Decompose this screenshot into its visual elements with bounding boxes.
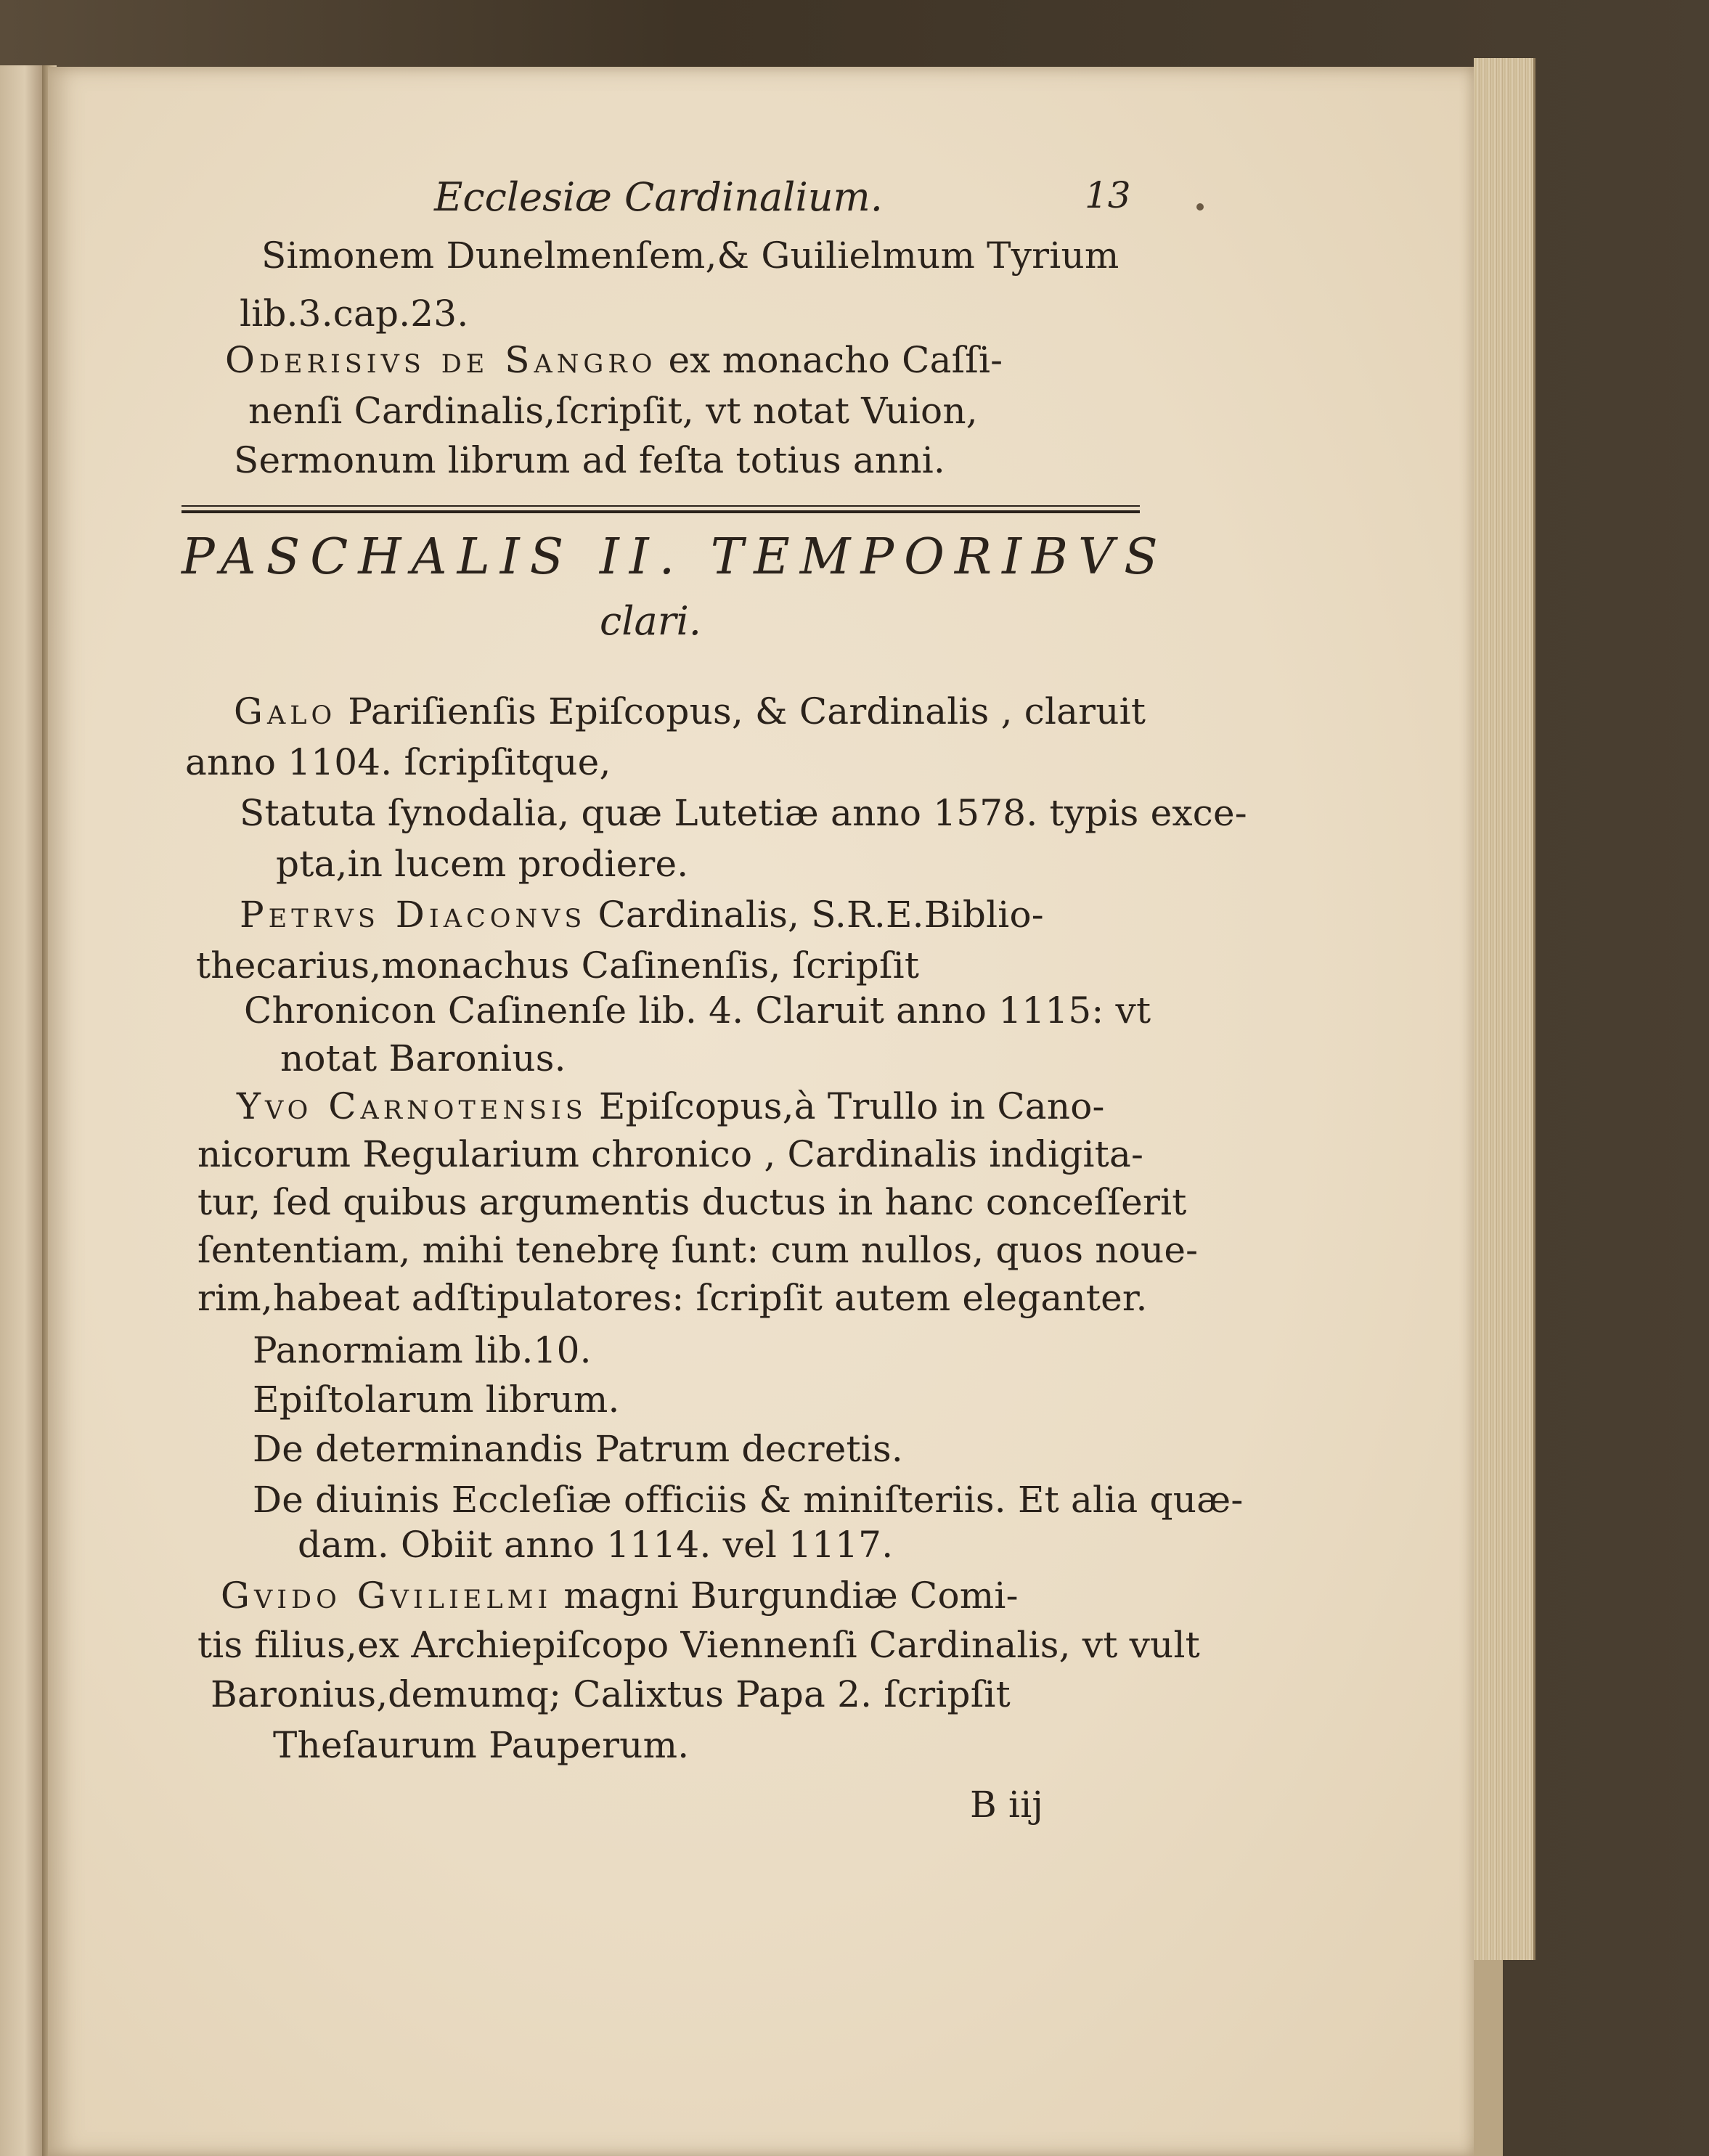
page-fore-edge <box>1474 58 1535 1960</box>
work-title: pta,in lucem prodiere. <box>276 843 689 885</box>
section-title: PASCHALIS II. TEMPORIBVS <box>181 528 1168 586</box>
work-title: De diuinis Eccleſiæ officiis & miniſteriis. Et alia quæ- <box>253 1479 1244 1521</box>
section-rule-thin <box>181 505 1140 507</box>
work-title: Epiſtolarum librum. <box>253 1379 620 1421</box>
text-line: nicorum Regularium chronico , Cardinalis indigita- <box>197 1133 1144 1175</box>
author-name: Yvo Carnotensis <box>237 1085 587 1127</box>
page-number: 13 <box>1085 174 1131 216</box>
work-title: Theſaurum Pauperum. <box>273 1724 690 1766</box>
section-subtitle: clari. <box>600 598 701 644</box>
text-line: nenſi Cardinalis,ſcripſit, vt notat Vuion, <box>248 390 978 432</box>
text-line: tis filius,ex Archiepiſcopo Viennenſi Cardinalis, vt vult <box>197 1624 1200 1666</box>
running-head: Ecclesiæ Cardinalium. <box>434 174 883 220</box>
text-line: dam. Obiit anno 1114. vel 1117. <box>298 1524 894 1566</box>
author-name: Galo <box>234 690 337 732</box>
text-line: notat Baronius. <box>280 1037 566 1079</box>
author-name: Oderisivs de Sangro <box>225 339 657 381</box>
ink-speck <box>1196 203 1204 211</box>
entry-guido <box>221 1574 1019 1617</box>
text-line: Baronius,demumq; Calixtus Papa 2. ſcripſit <box>211 1673 1011 1715</box>
section-rule <box>181 510 1140 513</box>
page-fore-edge-lower <box>1474 1960 1503 2156</box>
work-title: Statuta ſynodalia, quæ Lutetiæ anno 1578. typis exce- <box>240 792 1247 834</box>
text-line: Sermonum librum ad feſta totius anni. <box>234 439 946 481</box>
text-line: lib.3.cap.23. <box>240 293 469 335</box>
text-line: rim,habeat adſtipulatores: ſcripſit autem eleganter. <box>197 1277 1148 1319</box>
work-title: Panormiam lib.10. <box>253 1329 592 1371</box>
work-title: De determinandis Patrum decretis. <box>253 1428 903 1470</box>
text-line: tur, ſed quibus argumentis ductus in hanc conceſſerit <box>197 1181 1187 1223</box>
text-line: anno 1104. ſcripſitque, <box>185 741 611 783</box>
author-name: Gvido Gvilielmi <box>221 1575 552 1617</box>
text-span: magni Burgundiæ Comi- <box>563 1575 1019 1617</box>
entry-yvo <box>237 1085 1105 1128</box>
text-span: ex monacho Caſſi- <box>668 339 1003 381</box>
text-span: Cardinalis, S.R.E.Biblio- <box>597 894 1044 936</box>
text-span: Pariſienſis Epiſcopus, & Cardinalis , claruit <box>348 690 1146 732</box>
signature-mark: B iij <box>970 1784 1044 1826</box>
text-line: thecarius,monachus Caſinenſis, ſcripſit <box>196 944 920 987</box>
work-title: Chronicon Caſinenſe lib. 4. Claruit anno 1115: vt <box>244 989 1151 1032</box>
text-line: Simonem Dunelmenſem,& Guilielmum Tyrium <box>261 234 1119 277</box>
text-span: Epiſcopus,à Trullo in Cano- <box>598 1085 1105 1127</box>
author-name: Petrvs Diaconvs <box>240 894 587 936</box>
entry-oderisius <box>225 338 1003 382</box>
left-page-edge <box>0 65 45 2156</box>
entry-petrus <box>240 893 1044 936</box>
text-line: ſententiam, mihi tenebrę ſunt: cum nullos, quos noue- <box>197 1229 1199 1271</box>
entry-galo <box>234 690 1146 733</box>
